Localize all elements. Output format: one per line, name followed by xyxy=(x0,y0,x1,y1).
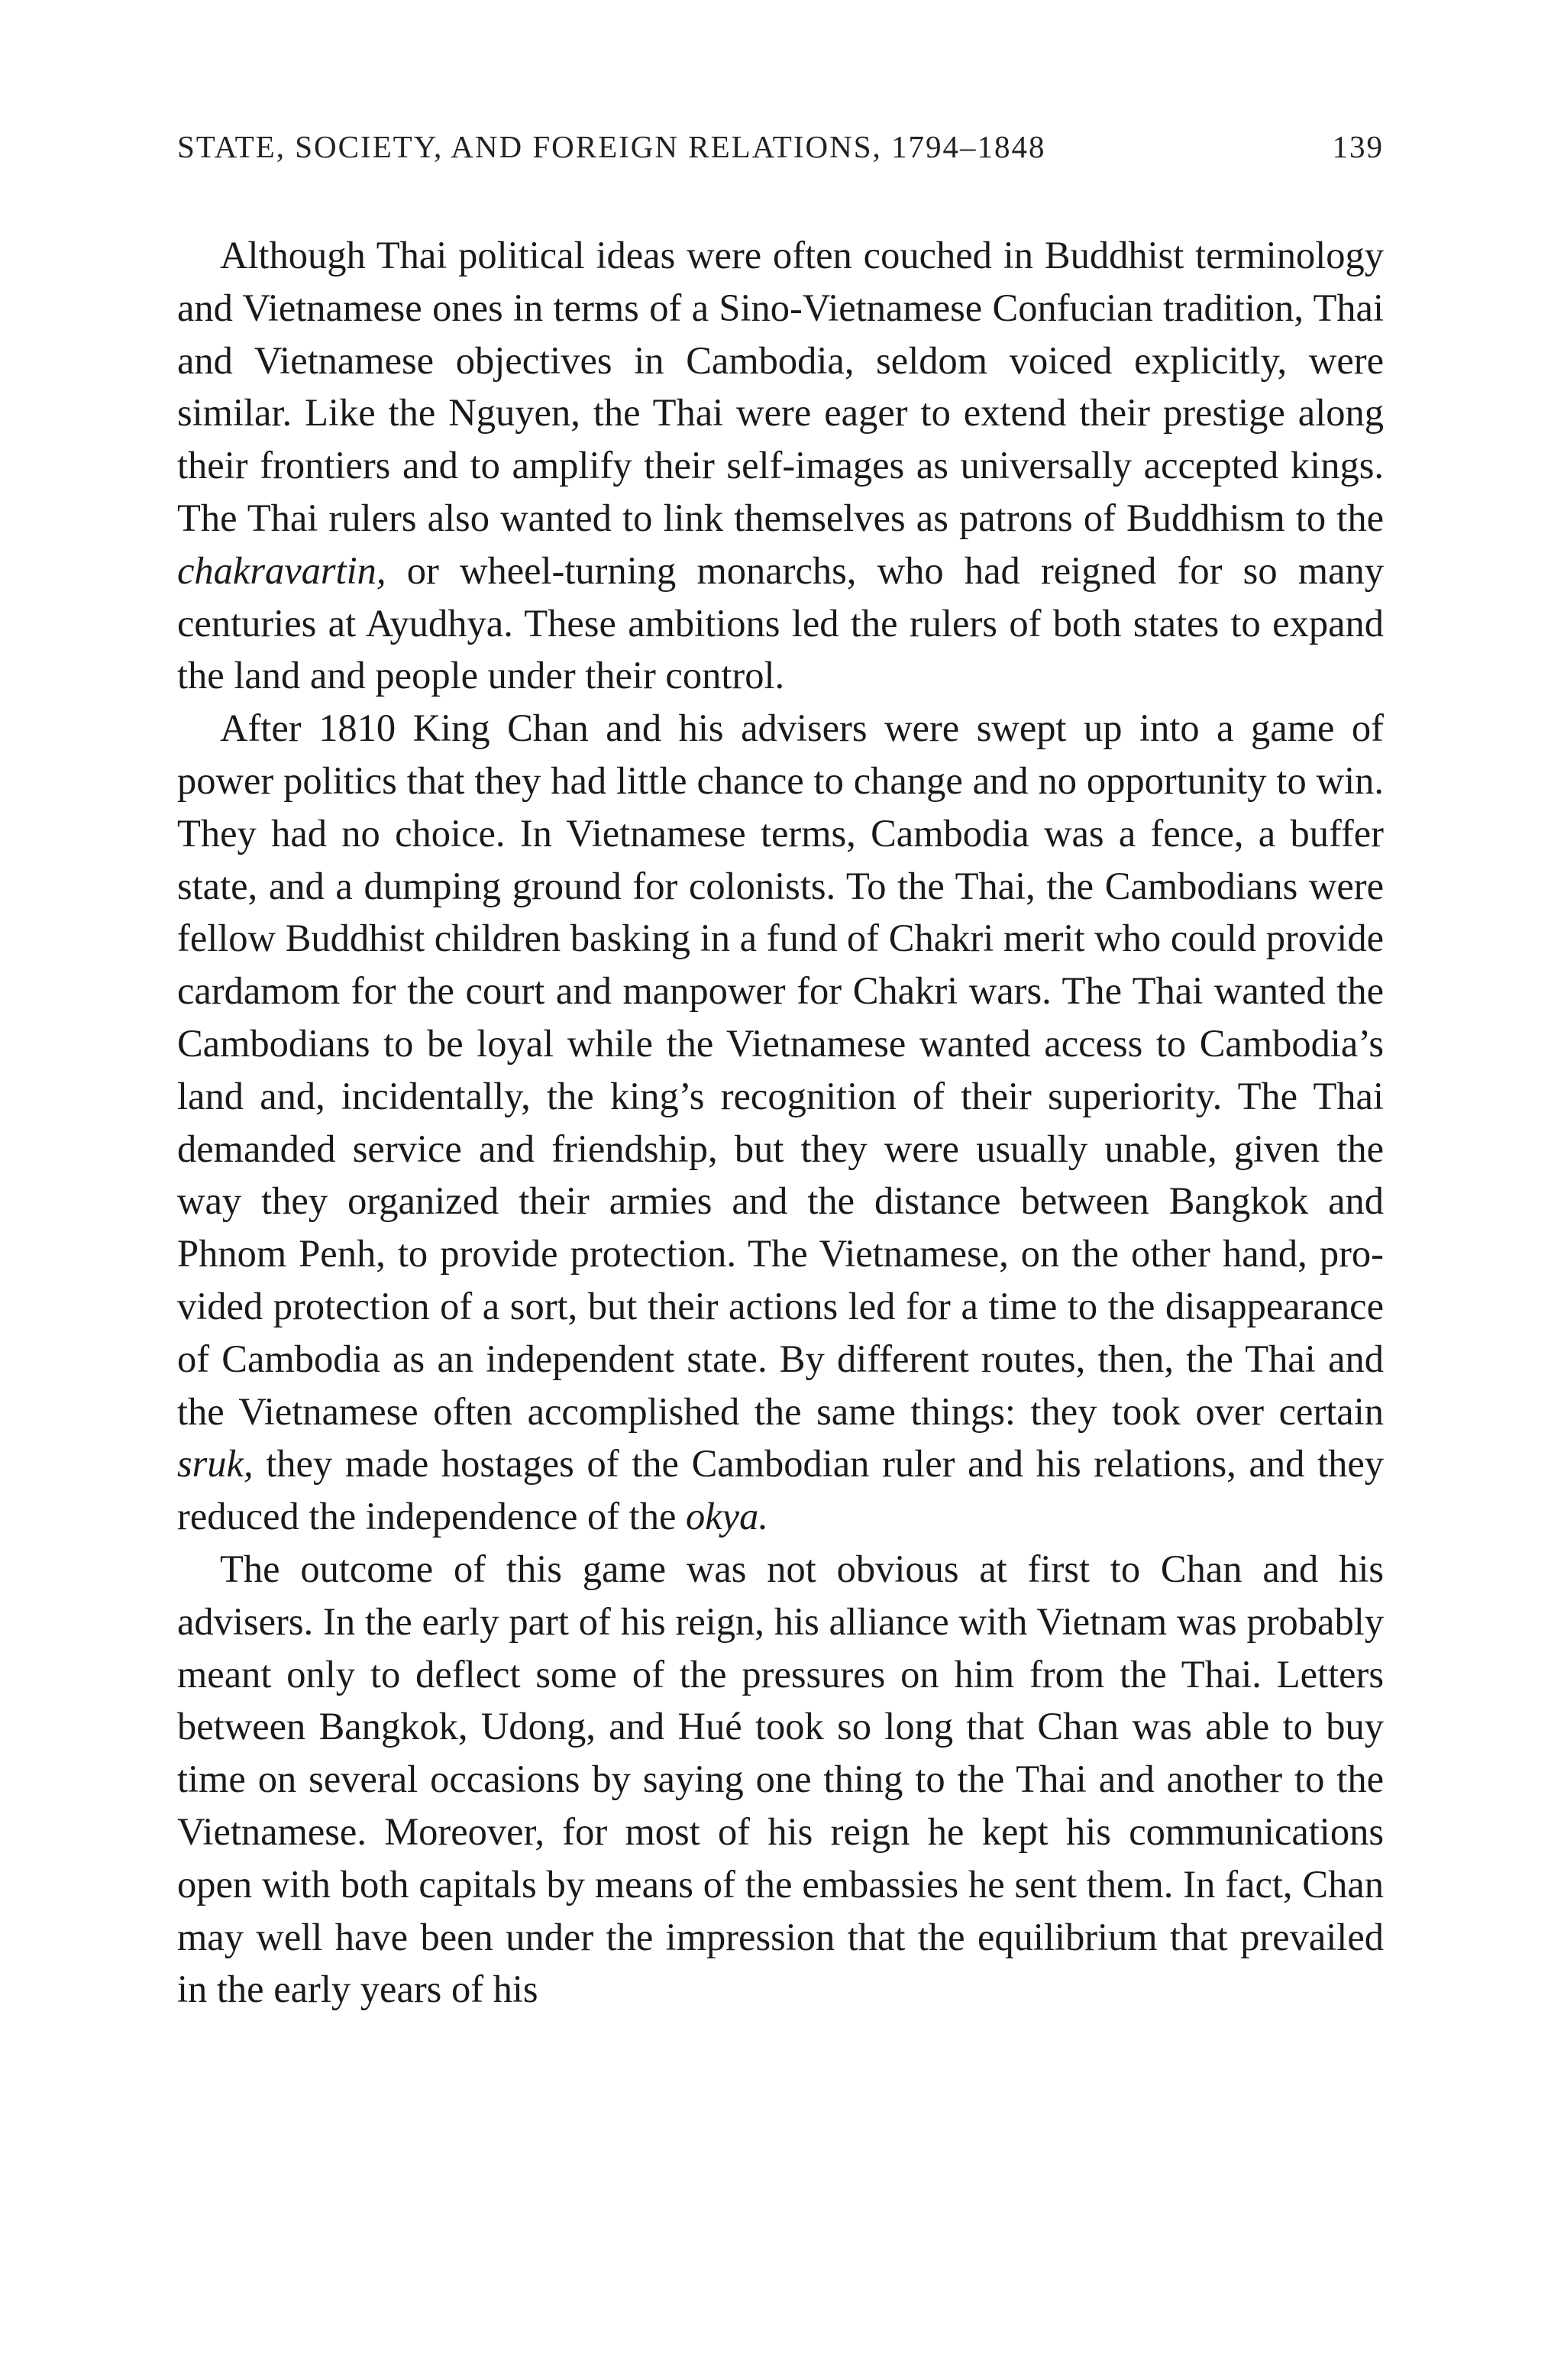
page-body xyxy=(177,229,1384,2016)
italic-term-sruk: sruk, xyxy=(177,1442,254,1486)
page-number: 139 xyxy=(1332,129,1384,164)
paragraph-text: or wheel-turning monarchs, who had reigned for so many centuries at Ayudhya. These ambitions led the rulers of both states to expand the land and people under their control. xyxy=(177,548,1384,697)
running-head xyxy=(177,128,1384,174)
paragraph-text: The outcome of this game was not obvious at first to Chan and his advisers. In the early part of his reign, his alliance with Vietnam was probably meant only to deflect some of the pressures on him from the Thai. Letters between Bangkok, Udong, and Hué took so long that Chan was able to buy time on several occasions by saying one thing to the Thai and another to the Vietnamese. Moreover, for most of his reign he kept his communications open with both capitals by means of the embassies he sent them. In fact, Chan may well have been under the impression that the equilibrium that prevailed in the early years of his xyxy=(177,1547,1384,2011)
paragraph-text: After 1810 King Chan and his advisers were swept up into a game of power politics that they had little chance to change and no opportunity to win. They had no choice. In Vietnamese terms, Cambodia was a fence, a buffer state, and a dumping ground for colonists. To the Thai, the Cambodians were fellow Buddhist children basking in a fund of Chakri merit who could provide cardamom for the court and manpower for Chakri wars. The Thai wanted the Cambodians to be loyal while the Vietnamese wanted access to Cambodia’s land and, incidentally, the king’s recognition of their superiority. The Thai demanded service and friendship, but they were usually unable, given the way they organized their armies and the distance between Bangkok and Phnom Penh, to provide protection. The Vietnamese, on the other hand, provided protection of a sort, but their actions led for a time to the disappearance of Cambodia as an independent state. By different routes, then, the Thai and the Vietnamese often accomplished the same things: they took over certain xyxy=(177,707,1384,1433)
paragraph-text: they made hostages of the Cambodian ruler and his relations, and they reduced the independence of the xyxy=(177,1442,1384,1538)
italic-term-okya: okya. xyxy=(686,1495,768,1538)
paragraph-3 xyxy=(177,1543,1384,2016)
paragraph-1 xyxy=(177,229,1384,702)
paragraph-text: Although Thai political ideas were often couched in Buddhist terminology and Vietnamese ones in terms of a Sino-Vietnamese Confucian tradition, Thai and Vietnamese objectives in Cambodia, seldom voiced explicitly, were similar. Like the Nguyen, the Thai were eager to extend their prestige along their frontiers and to amplify their self-images as universally accepted kings. The Thai rulers also wanted to link themselves as patrons of Buddhism to the xyxy=(177,234,1384,539)
italic-term-chakravartin: chakravartin, xyxy=(177,548,386,592)
running-head-title: STATE, SOCIETY, AND FOREIGN RELATIONS, 1794–1848 xyxy=(177,129,1046,164)
paragraph-2 xyxy=(177,702,1384,1543)
